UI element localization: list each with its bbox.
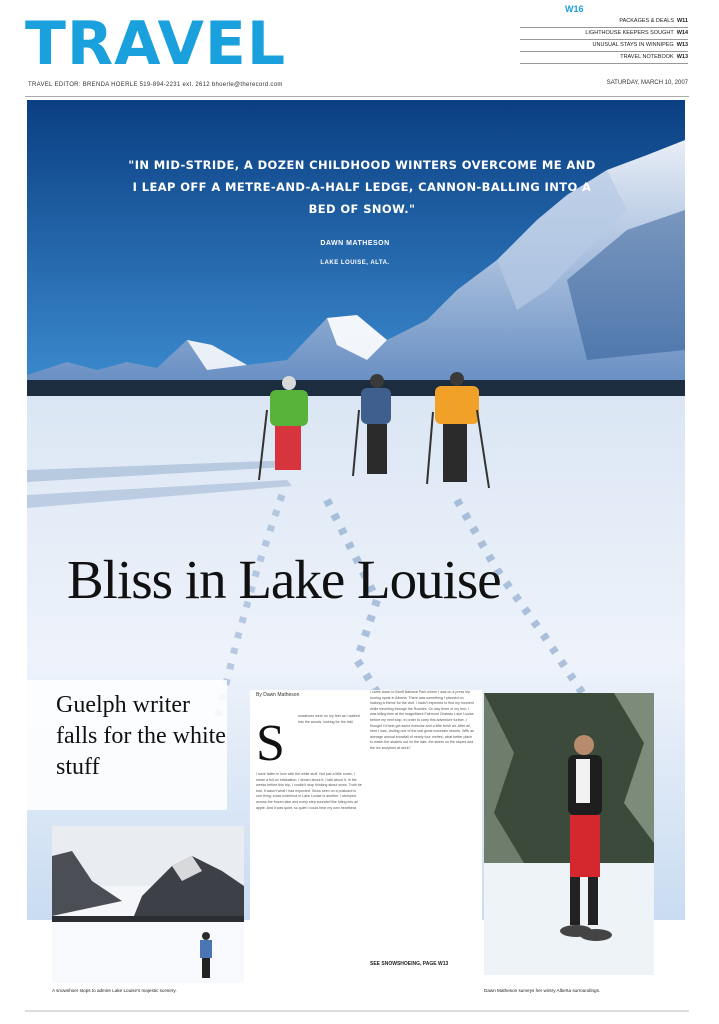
- quote-location: LAKE LOUISE, ALTA.: [320, 260, 390, 266]
- article-body: [250, 690, 482, 970]
- article-lead: nowshoes were on my feet as I walked into the woods, looking for the trail.: [298, 714, 360, 724]
- index-label: TRAVEL NOTEBOOK: [620, 54, 674, 60]
- lake-photo-illustration: [52, 826, 244, 983]
- index-label: LIGHTHOUSE KEEPERS SOUGHT: [585, 30, 674, 36]
- byline: By Dawn Matheson: [256, 692, 300, 698]
- index-page: W13: [676, 42, 688, 48]
- editor-contact: TRAVEL EDITOR: BRENDA HOERLE 519-894-2231 ext. 2612 bhoerle@therecord.com: [28, 82, 283, 88]
- masthead-divider: [25, 96, 689, 97]
- section-title: TRAVEL: [25, 9, 287, 79]
- writer-photo-caption: Dawn Matheson surveys her wintry Alberta surroundings.: [484, 988, 601, 993]
- lake-photo: [52, 826, 244, 983]
- index-page: W13: [676, 54, 688, 60]
- inside-index: [520, 16, 688, 64]
- writer-photo: [484, 693, 654, 975]
- article-column-1: I have fallen in love with the white stuff. Not just a little crush, I mean a full-on infatuation. I dream about it, I talk about it. In the weeks before this trip, I couldn't stop thinking about snow. Truth be told, it wasn't what I had expected. Snow seen on a postcard is one thing; snow underfoot in Lake Louise is another. I stomped across the frozen lake and every step sounded like biting into an apple. And it was quiet, so quiet I could hear my own heartbeat.: [256, 772, 362, 810]
- issue-date: SATURDAY, MARCH 10, 2007: [606, 80, 688, 86]
- quote-author: DAWN MATHESON: [320, 240, 390, 247]
- pull-quote: "IN MID-STRIDE, A DOZEN CHILDHOOD WINTERS OVERCOME ME AND I LEAP OFF A METRE-AND-A-HALF LEDGE, CANNON-BALLING INTO A BED OF SNOW.": [128, 158, 596, 216]
- drop-cap: S: [256, 715, 285, 772]
- index-label: PACKAGES & DEALS: [619, 18, 674, 24]
- index-item[interactable]: [520, 52, 688, 64]
- index-label: UNUSUAL STAYS IN WINNIPEG: [592, 42, 674, 48]
- footer-divider: [25, 1010, 689, 1012]
- headline: Bliss in Lake Louise: [67, 549, 501, 610]
- index-item[interactable]: [520, 28, 688, 40]
- index-page: W14: [676, 30, 688, 36]
- writer-photo-illustration: [484, 693, 654, 975]
- index-item[interactable]: [520, 40, 688, 52]
- index-item[interactable]: [520, 16, 688, 28]
- index-page: W11: [676, 18, 688, 24]
- lake-photo-caption: A snowshoer stops to admire Lake Louise's majestic scenery.: [52, 988, 177, 993]
- section-code: W16: [565, 4, 584, 14]
- jump-line[interactable]: SEE SNOWSHOEING, PAGE W13: [370, 961, 449, 967]
- article-column-2: I came down to Banff National Park where I was on a press trip touring spots in Alberta. There was something I planned on making a theme for the visit. I hadn't expected to find my moment while travelling through the Rockies. On day three of my tour, I was killing time at the magnificent Fairmont Chateau Lake Louise before my next stop. In order to carry this adventure further, I thought I'd best get some exercise and a little fresh air. After all, here I was, visiting one of the last great mountain resorts. With an average annual snowfall of nearly four metres, what better place to watch the skaters out on the lake, the skiers on the slopes and the ice sculptors at work?: [370, 690, 475, 750]
- subhead: Guelph writer falls for the white stuff: [56, 692, 226, 780]
